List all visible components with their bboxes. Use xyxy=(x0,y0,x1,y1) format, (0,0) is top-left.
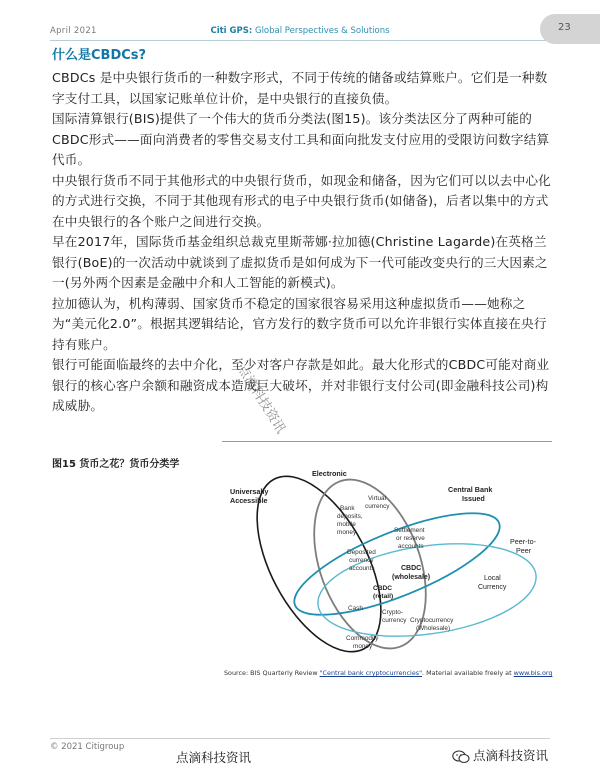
footer-brand: 点滴科技资讯 xyxy=(176,750,252,765)
footer-wechat-name: 点滴科技资讯 xyxy=(473,748,549,763)
label-deposited-1: Deposited xyxy=(347,549,376,556)
label-cbdc-retail-1: CBDC xyxy=(373,585,393,592)
label-crypto-small-1: Crypto- xyxy=(382,609,403,616)
label-crypto-small-2: currency xyxy=(382,617,407,624)
header-title xyxy=(0,26,600,36)
footer-divider xyxy=(50,738,550,739)
label-universally-accessible-1: Universally xyxy=(230,487,269,496)
source-prefix: Source: BIS Quarterly Review xyxy=(224,669,320,677)
label-central-bank-issued-2: Issued xyxy=(462,494,485,503)
source-report-link[interactable]: "Central bank cryptocurrencies" xyxy=(319,669,423,677)
label-bank-deposits-3: mobile xyxy=(337,521,356,528)
footer-copyright: © 2021 Citigroup xyxy=(50,742,125,752)
label-cbdc-wholesale-1: CBDC xyxy=(401,565,422,572)
label-central-bank-issued-1: Central Bank xyxy=(448,485,493,494)
label-crypto-wholesale-2: (Wholesale) xyxy=(416,625,451,632)
paragraph-bis-taxonomy: 国际清算银行(BIS)提供了一个伟大的货币分类法(图15)。该分类法区分了两种可能的CBDC形式——面向消费者的零售交易支付工具和面向批发支付应用的受限访问数字结算代币。 xyxy=(52,111,550,167)
label-commodity-money-1: Commodity xyxy=(346,635,379,642)
section-title: 什么是CBDCs? xyxy=(52,48,147,63)
label-local-currency-2: Currency xyxy=(478,584,507,591)
label-virtual-currency-2: currency xyxy=(365,503,390,510)
paragraph-exchange: 中央银行货币不同于其他形式的中央银行货币，如现金和储备，因为它们可以以去中心化的方式进行交换，不同于其他现有形式的电子中央银行货币(如储备)，后者以集中的方式在中央银行的各个账户之间进行交换。 xyxy=(52,172,551,229)
wechat-icon xyxy=(452,750,470,764)
paragraph-lagarde: 早在2017年，国际货币基金组织总裁克里斯蒂娜·拉加德(Christine Lagarde)在英格兰银行(BoE)的一次活动中就谈到了虚拟货币是如何成为下一代可能改变央行的三大因素之一(另外两个因素是金融中介和人工智能的新模式)。 xyxy=(52,234,548,290)
page-number: 23 xyxy=(558,22,571,33)
label-electronic: Electronic xyxy=(312,469,347,478)
label-crypto-wholesale-1: Cryptocurrency xyxy=(410,617,454,624)
label-universally-accessible-2: Accessible xyxy=(230,496,268,505)
label-settlement-3: accounts xyxy=(398,543,424,550)
label-peer-to-peer-2: Peer xyxy=(516,546,532,555)
label-deposited-2: currency xyxy=(349,557,374,564)
watermark-text: 点滴科技资讯 xyxy=(233,362,288,437)
header-title-rest: Global Perspectives & Solutions xyxy=(252,26,390,36)
label-cbdc-retail-2: (retail) xyxy=(373,593,394,600)
paragraph-cbdc-definition: CBDCs 是中央银行货币的一种数字形式，不同于传统的储备或结算账户。它们是一种数字支付工具，以国家记账单位计价，是中央银行的直接负债。 xyxy=(52,70,548,106)
source-mid: . Material available freely at xyxy=(422,669,514,677)
label-local-currency-1: Local xyxy=(484,575,501,582)
source-url-link[interactable]: www.bis.org xyxy=(513,669,553,677)
footer-wechat-account xyxy=(452,746,548,764)
label-commodity-money-2: money xyxy=(353,643,373,650)
label-cbdc-wholesale-2: (wholesale) xyxy=(392,574,431,581)
label-settlement-1: Settlement xyxy=(394,527,425,534)
figure-top-rule xyxy=(222,441,552,442)
label-peer-to-peer-1: Peer-to- xyxy=(510,537,536,546)
label-settlement-2: or reserve xyxy=(396,535,425,542)
label-virtual-currency-1: Virtual xyxy=(368,495,386,502)
label-deposited-3: accounts xyxy=(349,565,375,572)
header-title-brand: Citi GPS: xyxy=(210,26,253,36)
label-bank-deposits-4: money xyxy=(337,529,357,536)
paragraph-disintermediation: 银行可能面临最终的去中介化，至少对客户存款是如此。最大化形式的CBDC可能对商业银行的核心客户余额和融资成本造成巨大破坏，并对非银行支付公司(即金融科技公司)构成威胁。 xyxy=(52,357,550,413)
money-flower-venn-diagram xyxy=(222,462,552,667)
header-divider xyxy=(50,40,550,41)
page-header xyxy=(0,0,600,44)
header-date: April 2021 xyxy=(50,26,97,36)
paragraph-dollarization: 拉加德认为，机构薄弱、国家货币不稳定的国家很容易采用这种虚拟货币——她称之为“美元化2.0”。根据其逻辑结论，官方发行的数字货币可以允许非银行实体直接在央行持有账户。 xyxy=(52,295,547,352)
label-bank-deposits-2: deposits, xyxy=(337,513,363,520)
label-bank-deposits-1: Bank xyxy=(340,505,355,512)
label-cash: Cash xyxy=(348,605,363,612)
figure-caption: 图15 货币之花？货币分类学 xyxy=(52,459,180,470)
body-text xyxy=(52,68,552,417)
figure-source xyxy=(224,669,552,677)
